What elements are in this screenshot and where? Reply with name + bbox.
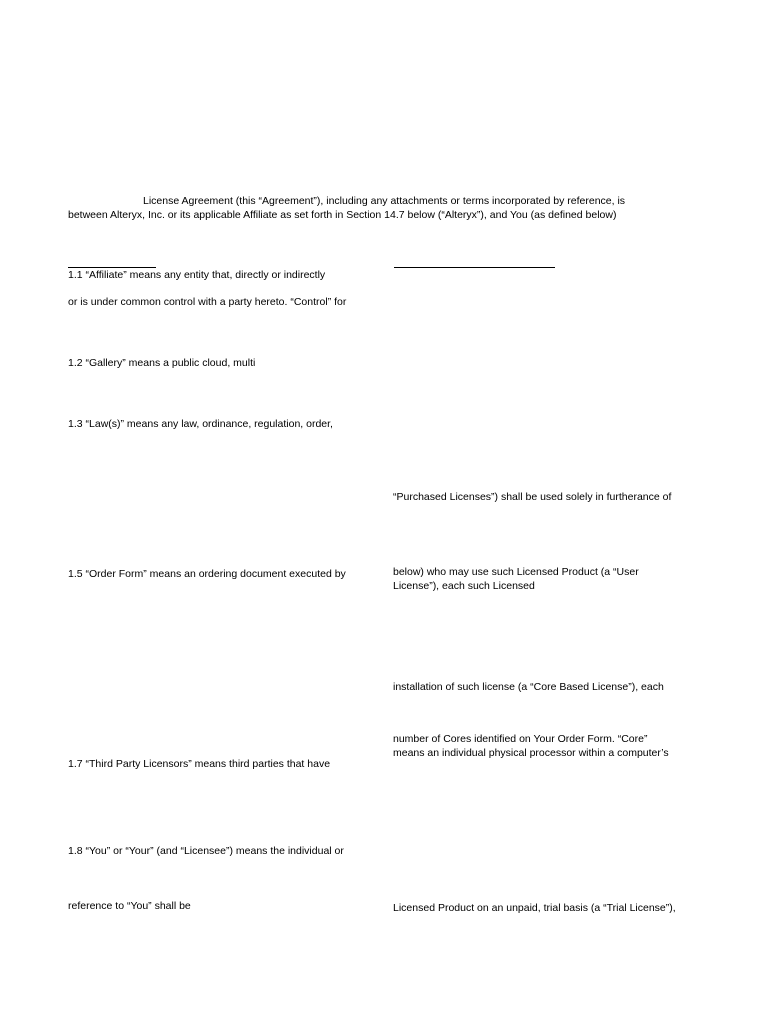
cores-line-2: means an individual physical processor within a computer’s bbox=[393, 747, 669, 759]
cores-line-1: number of Cores identified on Your Order Form. “Core” bbox=[393, 733, 648, 745]
definition-you-reference: reference to “You” shall be bbox=[68, 900, 191, 912]
user-license-line-1: below) who may use such Licensed Product (a “User bbox=[393, 566, 639, 578]
definition-gallery: 1.2 “Gallery” means a public cloud, multi bbox=[68, 357, 256, 369]
purchased-licenses-text: “Purchased Licenses”) shall be used solely in furtherance of bbox=[393, 491, 672, 503]
definition-order-form: 1.5 “Order Form” means an ordering document executed by bbox=[68, 568, 346, 580]
definition-affiliate-line-1: 1.1 “Affiliate” means any entity that, directly or indirectly bbox=[68, 269, 326, 281]
intro-line-1: License Agreement (this “Agreement”), including any attachments or terms incorporated by reference, is bbox=[143, 195, 626, 207]
definition-laws: 1.3 “Law(s)” means any law, ordinance, regulation, order, bbox=[68, 418, 333, 430]
trial-license-text: Licensed Product on an unpaid, trial basis (a “Trial License”), bbox=[393, 902, 676, 914]
definition-third-party-licensors: 1.7 “Third Party Licensors” means third parties that have bbox=[68, 758, 331, 770]
right-column-rule bbox=[394, 267, 555, 268]
definition-you: 1.8 “You” or “Your” (and “Licensee”) means the individual or bbox=[68, 845, 344, 857]
definition-affiliate-line-2: or is under common control with a party hereto. “Control” for bbox=[68, 296, 347, 308]
intro-line-2: between Alteryx, Inc. or its applicable Affiliate as set forth in Section 14.7 below (“Alteryx”), and You (as defined below) bbox=[68, 209, 617, 221]
core-based-license-text: installation of such license (a “Core Based License”), each bbox=[393, 681, 664, 693]
user-license-line-2: License”), each such Licensed bbox=[393, 580, 535, 592]
